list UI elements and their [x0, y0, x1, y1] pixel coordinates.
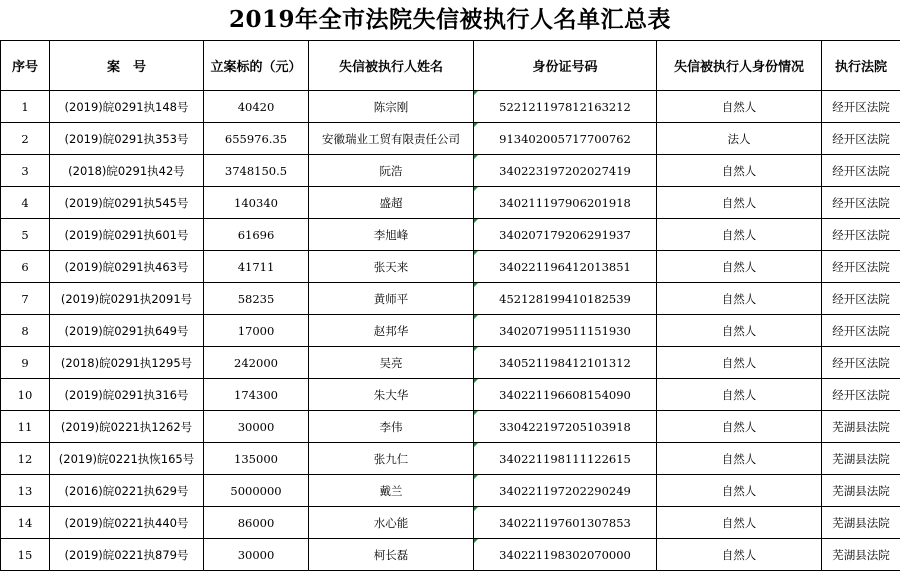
table-body — [1, 91, 900, 571]
cell-case-no: (2019)皖0291执148号 — [50, 91, 204, 123]
cell-marker-icon — [474, 155, 478, 159]
cell-marker-icon — [474, 283, 478, 287]
cell-name: 李旭峰 — [309, 219, 474, 251]
cell-seq: 9 — [1, 347, 50, 379]
cell-identity: 自然人 — [657, 283, 822, 315]
cell-court: 经开区法院 — [822, 187, 900, 219]
id-number-text: 340211197906201918 — [499, 195, 631, 210]
table-row — [1, 507, 900, 539]
cell-identity: 自然人 — [657, 379, 822, 411]
table-row — [1, 443, 900, 475]
cell-case-no: (2018)皖0291执42号 — [50, 155, 204, 187]
cell-case-no: (2019)皖0221执1262号 — [50, 411, 204, 443]
cell-name: 盛超 — [309, 187, 474, 219]
cell-seq: 2 — [1, 123, 50, 155]
cell-seq: 13 — [1, 475, 50, 507]
header-case-no: 案 号 — [50, 41, 204, 91]
cell-marker-icon — [474, 187, 478, 191]
cell-case-no: (2019)皖0291执353号 — [50, 123, 204, 155]
cell-id-no — [474, 411, 657, 443]
cell-id-no — [474, 123, 657, 155]
id-number-text: 340221197601307853 — [499, 515, 631, 530]
table-row — [1, 123, 900, 155]
cell-id-no — [474, 379, 657, 411]
table-row — [1, 475, 900, 507]
cell-identity: 自然人 — [657, 251, 822, 283]
id-number-text: 913402005717700762 — [499, 131, 631, 146]
cell-marker-icon — [474, 347, 478, 351]
cell-identity: 自然人 — [657, 315, 822, 347]
cell-case-no: (2019)皖0291执649号 — [50, 315, 204, 347]
cell-identity: 自然人 — [657, 91, 822, 123]
cell-court: 经开区法院 — [822, 315, 900, 347]
cell-court: 经开区法院 — [822, 251, 900, 283]
cell-identity: 自然人 — [657, 539, 822, 571]
header-row — [1, 41, 900, 91]
cell-id-no — [474, 283, 657, 315]
header-seq: 序号 — [1, 41, 50, 91]
cell-name: 柯长磊 — [309, 539, 474, 571]
cell-name: 黄师平 — [309, 283, 474, 315]
cell-marker-icon — [474, 123, 478, 127]
id-number-text: 340221197202290249 — [499, 483, 631, 498]
cell-court: 经开区法院 — [822, 379, 900, 411]
cell-identity: 法人 — [657, 123, 822, 155]
id-number-text: 452128199410182539 — [499, 291, 631, 306]
table-row — [1, 347, 900, 379]
cell-seq: 7 — [1, 283, 50, 315]
cell-case-no: (2019)皖0221执440号 — [50, 507, 204, 539]
cell-marker-icon — [474, 251, 478, 255]
cell-marker-icon — [474, 507, 478, 511]
cell-name: 阮浩 — [309, 155, 474, 187]
cell-name: 张九仁 — [309, 443, 474, 475]
cell-name: 李伟 — [309, 411, 474, 443]
cell-identity: 自然人 — [657, 155, 822, 187]
cell-name: 朱大华 — [309, 379, 474, 411]
cell-id-no — [474, 347, 657, 379]
cell-amount: 86000 — [204, 507, 309, 539]
cell-amount: 61696 — [204, 219, 309, 251]
cell-court: 经开区法院 — [822, 123, 900, 155]
id-number-text: 340521198412101312 — [499, 355, 631, 370]
cell-seq: 14 — [1, 507, 50, 539]
header-identity: 失信被执行人身份情况 — [657, 41, 822, 91]
cell-case-no: (2019)皖0221执879号 — [50, 539, 204, 571]
cell-identity: 自然人 — [657, 219, 822, 251]
cell-id-no — [474, 91, 657, 123]
document-title: 2019年全市法院失信被执行人名单汇总表 — [228, 6, 671, 33]
cell-amount: 41711 — [204, 251, 309, 283]
cell-amount: 140340 — [204, 187, 309, 219]
cell-case-no: (2019)皖0291执601号 — [50, 219, 204, 251]
cell-identity: 自然人 — [657, 475, 822, 507]
cell-seq: 4 — [1, 187, 50, 219]
defaulter-table — [0, 40, 900, 571]
cell-marker-icon — [474, 411, 478, 415]
cell-case-no: (2016)皖0221执629号 — [50, 475, 204, 507]
cell-name: 吴亮 — [309, 347, 474, 379]
cell-name: 戴兰 — [309, 475, 474, 507]
table-row — [1, 91, 900, 123]
cell-marker-icon — [474, 91, 478, 95]
header-name: 失信被执行人姓名 — [309, 41, 474, 91]
cell-amount: 5000000 — [204, 475, 309, 507]
cell-seq: 10 — [1, 379, 50, 411]
cell-name: 陈宗刚 — [309, 91, 474, 123]
cell-name: 安徽瑞业工贸有限责任公司 — [309, 123, 474, 155]
cell-case-no: (2019)皖0291执545号 — [50, 187, 204, 219]
table-row — [1, 155, 900, 187]
cell-seq: 15 — [1, 539, 50, 571]
header-amount: 立案标的（元） — [204, 41, 309, 91]
cell-court: 经开区法院 — [822, 155, 900, 187]
cell-court: 经开区法院 — [822, 347, 900, 379]
cell-identity: 自然人 — [657, 187, 822, 219]
id-number-text: 340221196412013851 — [499, 259, 631, 274]
cell-amount: 135000 — [204, 443, 309, 475]
table-row — [1, 251, 900, 283]
table-row — [1, 219, 900, 251]
cell-amount: 40420 — [204, 91, 309, 123]
cell-marker-icon — [474, 379, 478, 383]
cell-id-no — [474, 539, 657, 571]
cell-marker-icon — [474, 443, 478, 447]
cell-amount: 655976.35 — [204, 123, 309, 155]
cell-amount: 30000 — [204, 411, 309, 443]
cell-name: 张天来 — [309, 251, 474, 283]
cell-case-no: (2019)皖0221执恢165号 — [50, 443, 204, 475]
cell-marker-icon — [474, 539, 478, 543]
cell-court: 芜湖县法院 — [822, 475, 900, 507]
cell-id-no — [474, 443, 657, 475]
cell-identity: 自然人 — [657, 443, 822, 475]
cell-id-no — [474, 187, 657, 219]
cell-case-no: (2018)皖0291执1295号 — [50, 347, 204, 379]
cell-court: 经开区法院 — [822, 219, 900, 251]
cell-seq: 11 — [1, 411, 50, 443]
table-row — [1, 315, 900, 347]
cell-court: 芜湖县法院 — [822, 443, 900, 475]
cell-amount: 30000 — [204, 539, 309, 571]
cell-amount: 17000 — [204, 315, 309, 347]
cell-seq: 1 — [1, 91, 50, 123]
cell-id-no — [474, 251, 657, 283]
cell-case-no: (2019)皖0291执463号 — [50, 251, 204, 283]
cell-identity: 自然人 — [657, 347, 822, 379]
cell-name: 赵邦华 — [309, 315, 474, 347]
id-number-text: 340221196608154090 — [499, 387, 631, 402]
table-row — [1, 187, 900, 219]
cell-amount: 58235 — [204, 283, 309, 315]
table-row — [1, 411, 900, 443]
cell-id-no — [474, 507, 657, 539]
cell-seq: 3 — [1, 155, 50, 187]
cell-case-no: (2019)皖0291执316号 — [50, 379, 204, 411]
cell-id-no — [474, 315, 657, 347]
id-number-text: 340221198111122615 — [499, 451, 631, 466]
cell-court: 芜湖县法院 — [822, 539, 900, 571]
id-number-text: 340207199511151930 — [499, 323, 631, 338]
cell-seq: 12 — [1, 443, 50, 475]
table-row — [1, 283, 900, 315]
cell-id-no — [474, 155, 657, 187]
id-number-text: 340223197202027419 — [499, 163, 631, 178]
cell-id-no — [474, 475, 657, 507]
cell-seq: 5 — [1, 219, 50, 251]
cell-name: 水心能 — [309, 507, 474, 539]
id-number-text: 330422197205103918 — [499, 419, 631, 434]
id-number-text: 340207179206291937 — [499, 227, 631, 242]
cell-court: 经开区法院 — [822, 91, 900, 123]
cell-id-no — [474, 219, 657, 251]
cell-seq: 8 — [1, 315, 50, 347]
cell-amount: 242000 — [204, 347, 309, 379]
table-row — [1, 379, 900, 411]
cell-court: 经开区法院 — [822, 283, 900, 315]
cell-identity: 自然人 — [657, 507, 822, 539]
cell-amount: 174300 — [204, 379, 309, 411]
cell-marker-icon — [474, 475, 478, 479]
id-number-text: 522121197812163212 — [499, 99, 631, 114]
cell-seq: 6 — [1, 251, 50, 283]
cell-amount: 3748150.5 — [204, 155, 309, 187]
cell-court: 芜湖县法院 — [822, 411, 900, 443]
table-row — [1, 539, 900, 571]
id-number-text: 340221198302070000 — [499, 547, 631, 562]
header-id-no: 身份证号码 — [474, 41, 657, 91]
cell-identity: 自然人 — [657, 411, 822, 443]
cell-marker-icon — [474, 315, 478, 319]
cell-marker-icon — [474, 219, 478, 223]
header-court: 执行法院 — [822, 41, 900, 91]
cell-court: 芜湖县法院 — [822, 507, 900, 539]
cell-case-no: (2019)皖0291执2091号 — [50, 283, 204, 315]
